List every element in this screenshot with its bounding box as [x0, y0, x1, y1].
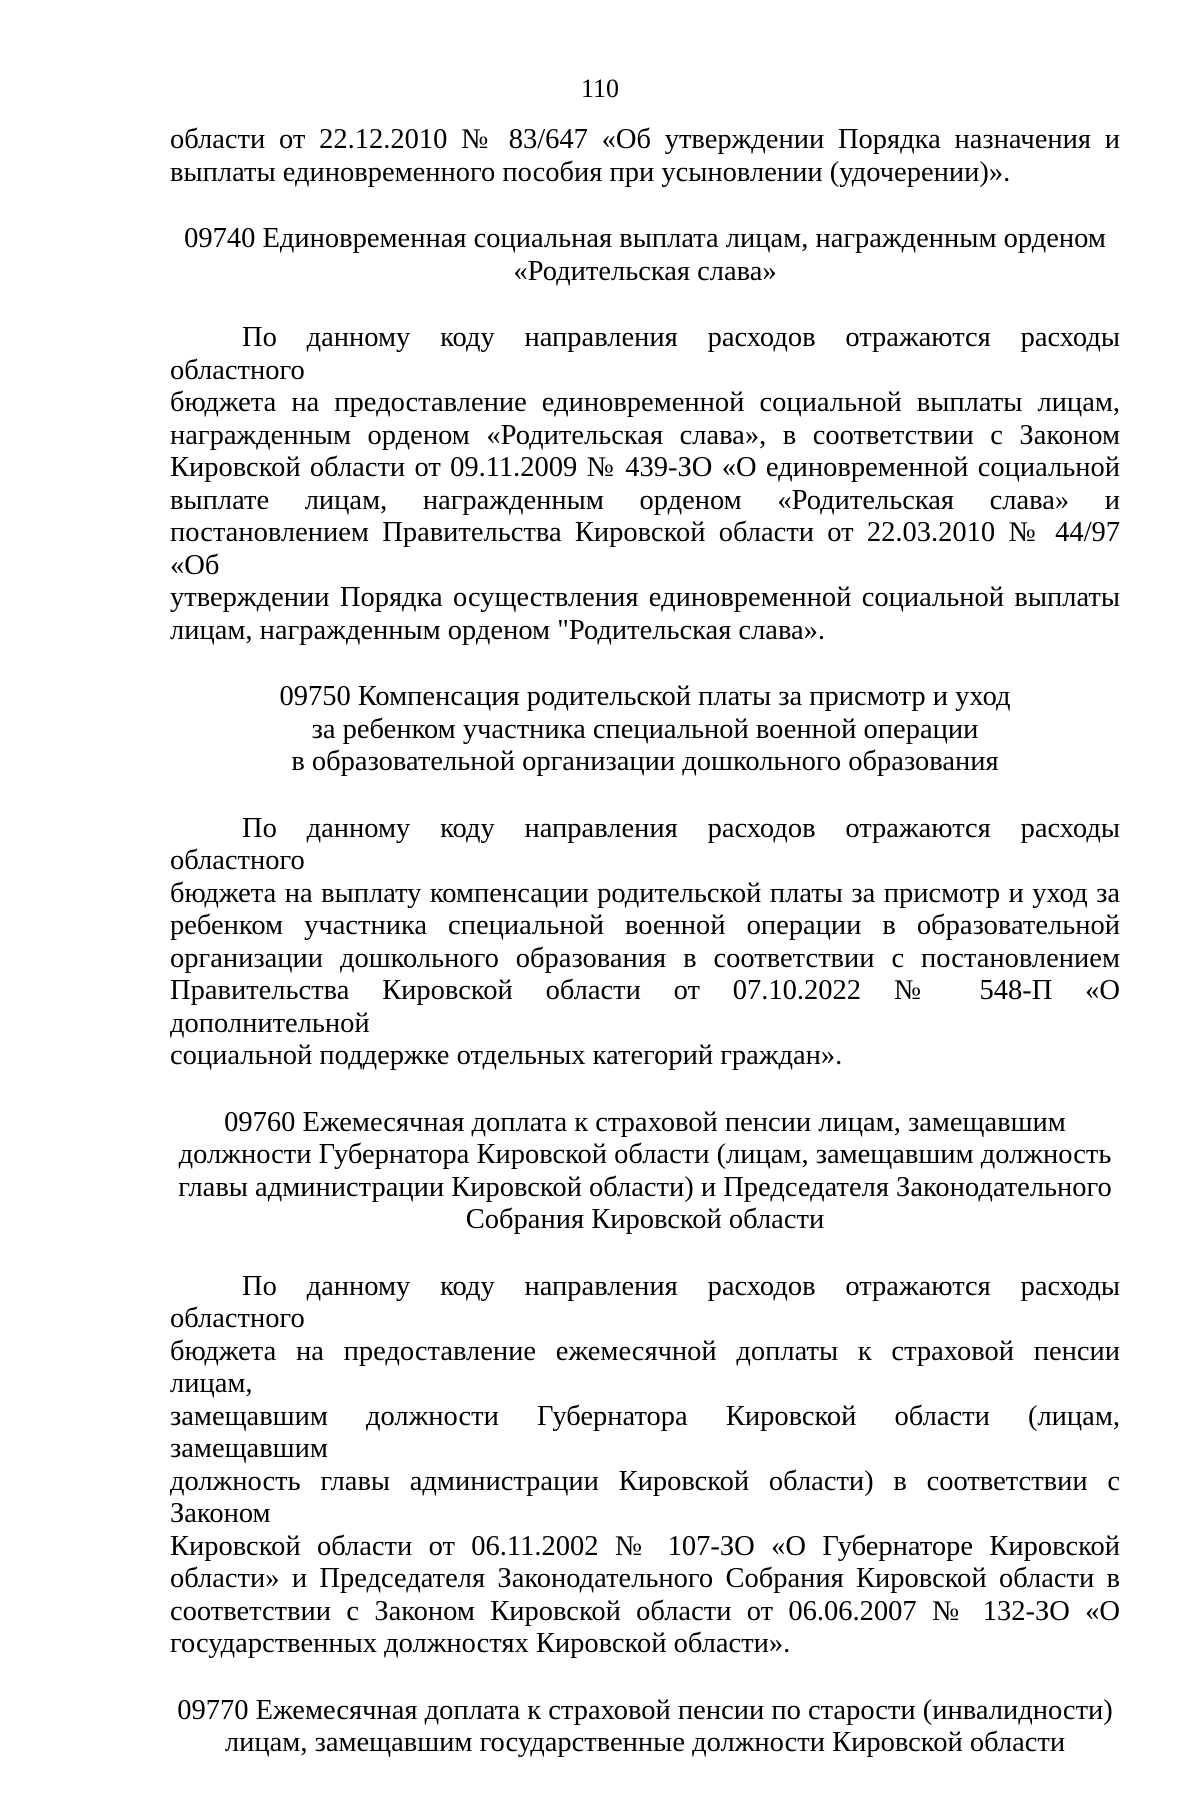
section-heading: [170, 681, 1120, 779]
section-heading: [170, 223, 1120, 288]
paragraph-line: утверждении Порядка осуществления единовременной социальной выплаты: [170, 582, 1120, 613]
heading-line: 09750 Компенсация родительской платы за присмотр и уход: [279, 681, 1011, 712]
paragraph-line: По данному коду направления расходов отражаются расходы областного: [170, 812, 1120, 876]
paragraph-line: выплате лицам, награжденным орденом «Родительская слава» и: [170, 484, 1120, 516]
paragraph-line: бюджета на выплату компенсации родительской платы за присмотр и уход за: [170, 877, 1120, 909]
paragraph-line: ребенком участника специальной военной операции в образовательной: [170, 910, 1120, 941]
paragraph-line: бюджета на предоставление ежемесячной доплаты к страховой пенсии лицам,: [170, 1335, 1120, 1399]
paragraph-line: По данному коду направления расходов отражаются расходы областного: [170, 1270, 1120, 1334]
paragraph-line: организации дошкольного образования в соответствии с постановлением: [170, 942, 1120, 974]
heading-line: лицам, замещавшим государственные должности Кировской области: [224, 1727, 1066, 1758]
paragraph-line: замещавшим должности Губернатора Кировской области (лицам, замещавшим: [170, 1400, 1120, 1464]
document-body: [170, 124, 1120, 1794]
heading-line: 09770 Ежемесячная доплата к страховой пенсии по старости (инвалидности): [177, 1694, 1113, 1726]
body-paragraph: [170, 1271, 1120, 1661]
paragraph-line: постановлением Правительства Кировской области от 22.03.2010 № 44/97 «Об: [170, 517, 1120, 581]
body-paragraph: [170, 813, 1120, 1073]
paragraph-line: награжденным орденом «Родительская слава», в соответствии с Законом: [170, 419, 1120, 451]
paragraph-line: соответствии с Законом Кировской области от 06.06.2007 № 132-ЗО «О: [170, 1595, 1120, 1627]
page-number: 110: [580, 74, 620, 103]
paragraph-line: По данному коду направления расходов отражаются расходы областного: [170, 322, 1120, 386]
paragraph-line: Правительства Кировской области от 07.10.2022 № 548-П «О дополнительной: [170, 975, 1120, 1039]
paragraph-line: бюджета на предоставление единовременной социальной выплаты лицам,: [170, 387, 1120, 418]
section-heading: [170, 1695, 1120, 1760]
section-heading: [170, 1107, 1120, 1237]
heading-line: должности Губернатора Кировской области (лицам, замещавшим должность: [178, 1139, 1112, 1170]
paragraph-line: выплаты единовременного пособия при усыновлении (удочерении)».: [170, 156, 1011, 188]
paragraph-line: лицам, награжденным орденом "Родительская слава».: [170, 614, 826, 646]
paragraph-line: области» и Председателя Законодательного Собрания Кировской области в: [170, 1563, 1120, 1594]
paragraph-line: социальной поддержке отдельных категорий граждан».: [170, 1040, 843, 1071]
heading-line: Собрания Кировской области: [465, 1204, 825, 1235]
paragraph-line: области от 22.12.2010 № 83/647 «Об утверждении Порядка назначения и: [170, 124, 1120, 155]
body-paragraph: [170, 124, 1120, 189]
paragraph-line: Кировской области от 09.11.2009 № 439-ЗО «О единовременной социальной: [170, 452, 1120, 483]
paragraph-line: должность главы администрации Кировской области) в соответствии с Законом: [170, 1465, 1120, 1529]
heading-line: «Родительская слава»: [513, 255, 777, 287]
body-paragraph: [170, 322, 1120, 647]
paragraph-line: государственных должностях Кировской области».: [170, 1628, 791, 1659]
paragraph-line: Кировской области от 06.11.2002 № 107-ЗО «О Губернаторе Кировской: [170, 1530, 1120, 1562]
heading-line: главы администрации Кировской области) и Председателя Законодательного: [178, 1171, 1112, 1203]
heading-line: 09740 Единовременная социальная выплата лицам, награжденным орденом: [184, 223, 1106, 254]
heading-line: 09760 Ежемесячная доплата к страховой пенсии лицам, замещавшим: [224, 1106, 1066, 1138]
heading-line: в образовательной организации дошкольного образования: [291, 746, 999, 777]
heading-line: за ребенком участника специальной военной операции: [311, 713, 979, 745]
